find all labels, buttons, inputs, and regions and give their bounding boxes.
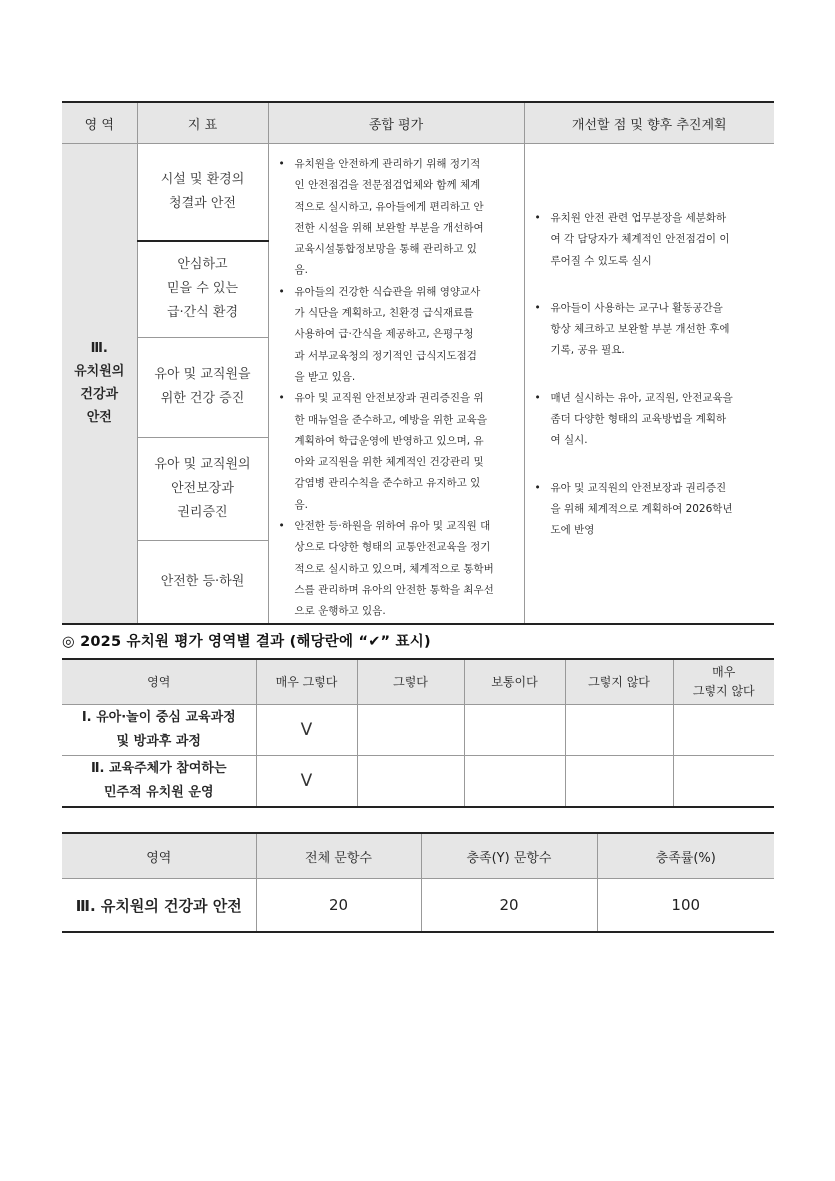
row-label-line: 민주적 유치원 운영 bbox=[103, 785, 214, 800]
row-label-line: Ⅱ. 교육주체가 참여하는 bbox=[90, 761, 227, 776]
row-label: Ⅲ. 유치원의 건강과 안전 bbox=[62, 879, 256, 933]
list-item: • 유아들의 건강한 식습관을 위해 영양교사 가 식단을 계획하고, 친환경 급식재료를 사용하여 급·간식을 제공하고, 은평구청 과 서부교육청의 정기적인 급식지도점검 을 받고 있음. bbox=[277, 282, 518, 388]
header-total-items: 전체 문항수 bbox=[256, 833, 421, 879]
header-met-items: 충족(Y) 문항수 bbox=[421, 833, 597, 879]
area-line: 유치원의 bbox=[74, 364, 125, 380]
row-label-line: Ⅰ. 유아·놀이 중심 교육과정 bbox=[81, 710, 236, 725]
indicator-line: 급·간식 환경 bbox=[166, 305, 239, 321]
rating-cell bbox=[673, 756, 774, 808]
indicator-line: 시설 및 환경의 bbox=[160, 171, 245, 187]
indicator-cell bbox=[137, 144, 268, 241]
check-mark: V bbox=[256, 756, 357, 808]
area-cell bbox=[62, 144, 137, 624]
rating-cell bbox=[565, 705, 673, 756]
met-items-value: 20 bbox=[421, 879, 597, 933]
header-disagree: 그렇지 않다 bbox=[565, 659, 673, 705]
header-agree: 그렇다 bbox=[357, 659, 464, 705]
improvement-list bbox=[525, 144, 775, 542]
fulfillment-table bbox=[62, 832, 774, 933]
rating-cell bbox=[464, 756, 565, 808]
indicator-line: 믿을 수 있는 bbox=[166, 281, 239, 297]
indicator-line: 안심하고 bbox=[177, 257, 228, 273]
row-label bbox=[62, 705, 256, 756]
row-label bbox=[62, 756, 256, 808]
table-row bbox=[62, 756, 774, 808]
header-area: 영 역 bbox=[62, 102, 137, 144]
indicator-line: 권리증진 bbox=[177, 505, 228, 520]
rating-table bbox=[62, 658, 774, 808]
evaluation-cell bbox=[268, 144, 524, 624]
header-rate: 충족률(%) bbox=[597, 833, 774, 879]
header-line: 그렇지 않다 bbox=[692, 684, 755, 698]
rating-table-header bbox=[62, 659, 774, 705]
total-items-value: 20 bbox=[256, 879, 421, 933]
header-neutral: 보통이다 bbox=[464, 659, 565, 705]
rating-cell bbox=[565, 756, 673, 808]
header-indicator: 지 표 bbox=[137, 102, 268, 144]
list-item: • 유아 및 교직원 안전보장과 권리증진을 위 한 매뉴얼을 준수하고, 예방을 위한 교육을 계획하여 학급운영에 반영하고 있으며, 유 아와 교직원을 위한 체계적인 건강관리 및 감염병 관리수칙을 준수하고 유지하고 있 음. bbox=[277, 388, 518, 516]
indicator-line: 유아 및 교직원을 bbox=[154, 367, 251, 383]
header-strongly-disagree bbox=[673, 659, 774, 705]
fulfillment-table-header bbox=[62, 833, 774, 879]
table-row bbox=[62, 144, 774, 241]
area-line: 안전 bbox=[86, 410, 112, 426]
list-item: • 유치원 안전 관련 업무분장을 세분화하 여 각 담당자가 체계적인 안전점검이 이 루어질 수 있도록 실시 bbox=[533, 208, 765, 272]
list-item: • 안전한 등·하원을 위하여 유아 및 교직원 대 상으로 다양한 형태의 교통안전교육을 정기 적으로 실시하고 있으며, 체계적으로 통학버 스를 관리하며 유아의 안전한 통학을 최우선 으로 운행하고 있음. bbox=[277, 516, 518, 622]
header-overall-evaluation: 종합 평가 bbox=[268, 102, 524, 144]
table-row bbox=[62, 705, 774, 756]
rating-cell bbox=[673, 705, 774, 756]
indicator-line: 유아 및 교직원의 bbox=[154, 457, 251, 472]
indicator-cell bbox=[137, 437, 268, 541]
rating-cell bbox=[464, 705, 565, 756]
indicator-cell bbox=[137, 338, 268, 438]
indicator-cell bbox=[137, 241, 268, 338]
indicator-line: 안전한 등·하원 bbox=[160, 573, 245, 589]
check-mark: V bbox=[256, 705, 357, 756]
list-item: • 유치원을 안전하게 관리하기 위해 정기적 인 안전점검을 전문점검업체와 함께 체계 적으로 실시하고, 유아들에게 편리하고 안 전한 시설을 위해 보완할 부분을 개선하여 교육시설통합정보망을 통해 관리하고 있 음. bbox=[277, 154, 518, 282]
header-strongly-agree: 매우 그렇다 bbox=[256, 659, 357, 705]
list-item: • 매년 실시하는 유아, 교직원, 안전교육을 좀더 다양한 형태의 교육방법을 계획하 여 실시. bbox=[533, 388, 765, 452]
rate-value: 100 bbox=[597, 879, 774, 933]
header-line: 매우 bbox=[712, 665, 736, 679]
table-row bbox=[62, 879, 774, 933]
evaluation-table-header bbox=[62, 102, 774, 144]
indicator-line: 위한 건강 증진 bbox=[160, 391, 245, 407]
list-item: • 유아 및 교직원의 안전보장과 권리증진 을 위해 체계적으로 계획하여 2026학년 도에 반영 bbox=[533, 478, 765, 542]
row-label-line: 및 방과후 과정 bbox=[116, 734, 201, 749]
indicator-line: 안전보장과 bbox=[171, 481, 234, 496]
indicator-cell bbox=[137, 541, 268, 624]
improvement-cell bbox=[524, 144, 774, 624]
header-improvements: 개선할 점 및 향후 추진계획 bbox=[524, 102, 774, 144]
header-area: 영역 bbox=[62, 659, 256, 705]
area-line: 건강과 bbox=[80, 387, 119, 403]
rating-cell bbox=[357, 705, 464, 756]
header-area: 영역 bbox=[62, 833, 256, 879]
indicator-line: 청결과 안전 bbox=[169, 195, 236, 211]
section-heading: ◎ 2025 유치원 평가 영역별 결과 (해당란에 “✔” 표시) bbox=[62, 634, 431, 650]
rating-cell bbox=[357, 756, 464, 808]
evaluation-list bbox=[269, 144, 524, 623]
evaluation-table bbox=[62, 101, 774, 625]
area-line: Ⅲ. bbox=[90, 341, 108, 357]
list-item: • 유아들이 사용하는 교구나 활동공간을 항상 체크하고 보완할 부분 개선한 후에 기록, 공유 필요. bbox=[533, 298, 765, 362]
